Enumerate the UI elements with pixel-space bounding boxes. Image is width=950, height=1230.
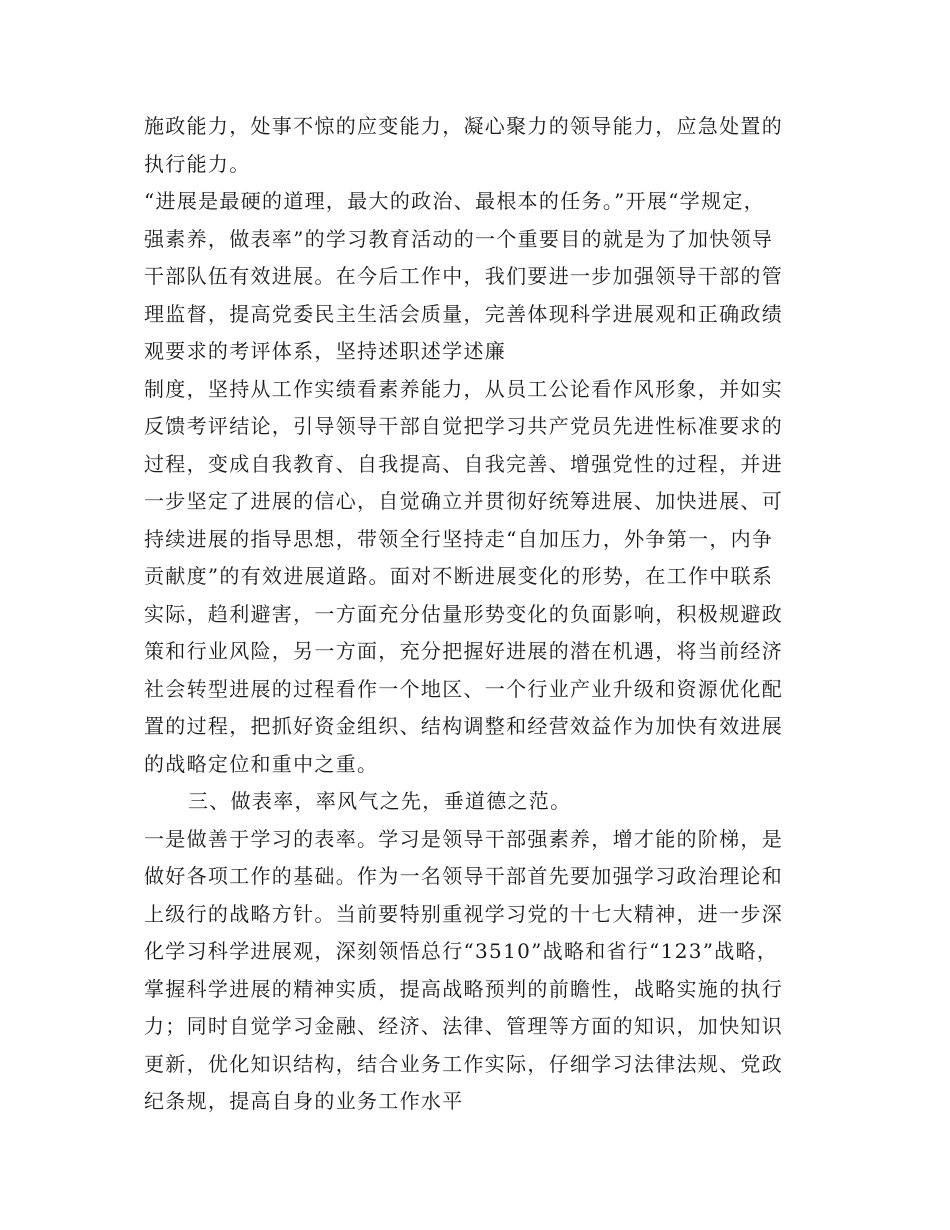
document-body: [144, 108, 804, 1121]
text-line: 观要求的考评体系，坚持述职述学述廉: [144, 339, 507, 363]
text-line: 做好各项工作的基础。作为一名领导干部首先要加强学习政治理论和: [144, 864, 783, 888]
text-line: 一是做善于学习的表率。学习是领导干部强素养，增才能的阶梯，是: [144, 826, 783, 851]
text-line: 策和行业风险，另一方面，充分把握好进展的潜在机遇，将当前经济: [144, 639, 783, 663]
text-line: 化学习科学进展观，深刻领悟总行“3510”战略和省行“123”战略，: [144, 939, 779, 963]
text-line: 的战略定位和重中之重。: [144, 751, 379, 776]
section-heading: 三、做表率，率风气之先，垂道德之范。: [188, 789, 572, 813]
text-line: 贡献度”的有效进展道路。面对不断进展变化的形势，在工作中联系: [144, 564, 774, 588]
text-line: 干部队伍有效进展。在今后工作中，我们要进一步加强领导干部的管: [144, 264, 783, 288]
text-line: 理监督，提高党委民主生活会质量，完善体现科学进展观和正确政绩: [144, 301, 783, 326]
text-line: 更新，优化知识结构，结合业务工作实际，仔细学习法律法规、党政: [144, 1051, 783, 1076]
text-line: 置的过程，把抓好资金组织、结构调整和经营效益作为加快有效进展: [144, 714, 783, 738]
text-line: 过程，变成自我教育、自我提高、自我完善、增强党性的过程，并进: [144, 451, 783, 476]
text-line: 上级行的战略方针。当前要特别重视学习党的十七大精神，进一步深: [144, 901, 783, 926]
text-line: 持续进展的指导思想，带领全行坚持走“自加压力，外争第一，内争: [144, 526, 774, 551]
text-line: 社会转型进展的过程看作一个地区、一个行业产业升级和资源优化配: [144, 676, 783, 701]
text-line: 反馈考评结论，引导领导干部自觉把学习共产党员先进性标准要求的: [144, 414, 783, 438]
text-line: 强素养，做表率”的学习教育活动的一个重要目的就是为了加快领导: [144, 226, 774, 251]
text-line: “进展是最硬的道理，最大的政治、最根本的任务。”开展“学规定，: [144, 189, 765, 213]
text-line: 执行能力。: [144, 151, 251, 176]
text-line: 实际，趋利避害，一方面充分估量形势变化的负面影响，积极规避政: [144, 601, 783, 626]
text-line: 掌握科学进展的精神实质，提高战略预判的前瞻性，战略实施的执行: [144, 976, 783, 1001]
text-line: 纪条规，提高自身的业务工作水平: [144, 1089, 464, 1113]
text-line: 制度，坚持从工作实绩看素养能力，从员工公论看作风形象，并如实: [144, 376, 783, 401]
text-line: 一步坚定了进展的信心，自觉确立并贯彻好统筹进展、加快进展、可: [144, 489, 783, 513]
text-line: 施政能力，处事不惊的应变能力，凝心聚力的领导能力，应急处置的: [144, 114, 783, 138]
text-line: 力；同时自觉学习金融、经济、法律、管理等方面的知识，加快知识: [144, 1014, 783, 1038]
